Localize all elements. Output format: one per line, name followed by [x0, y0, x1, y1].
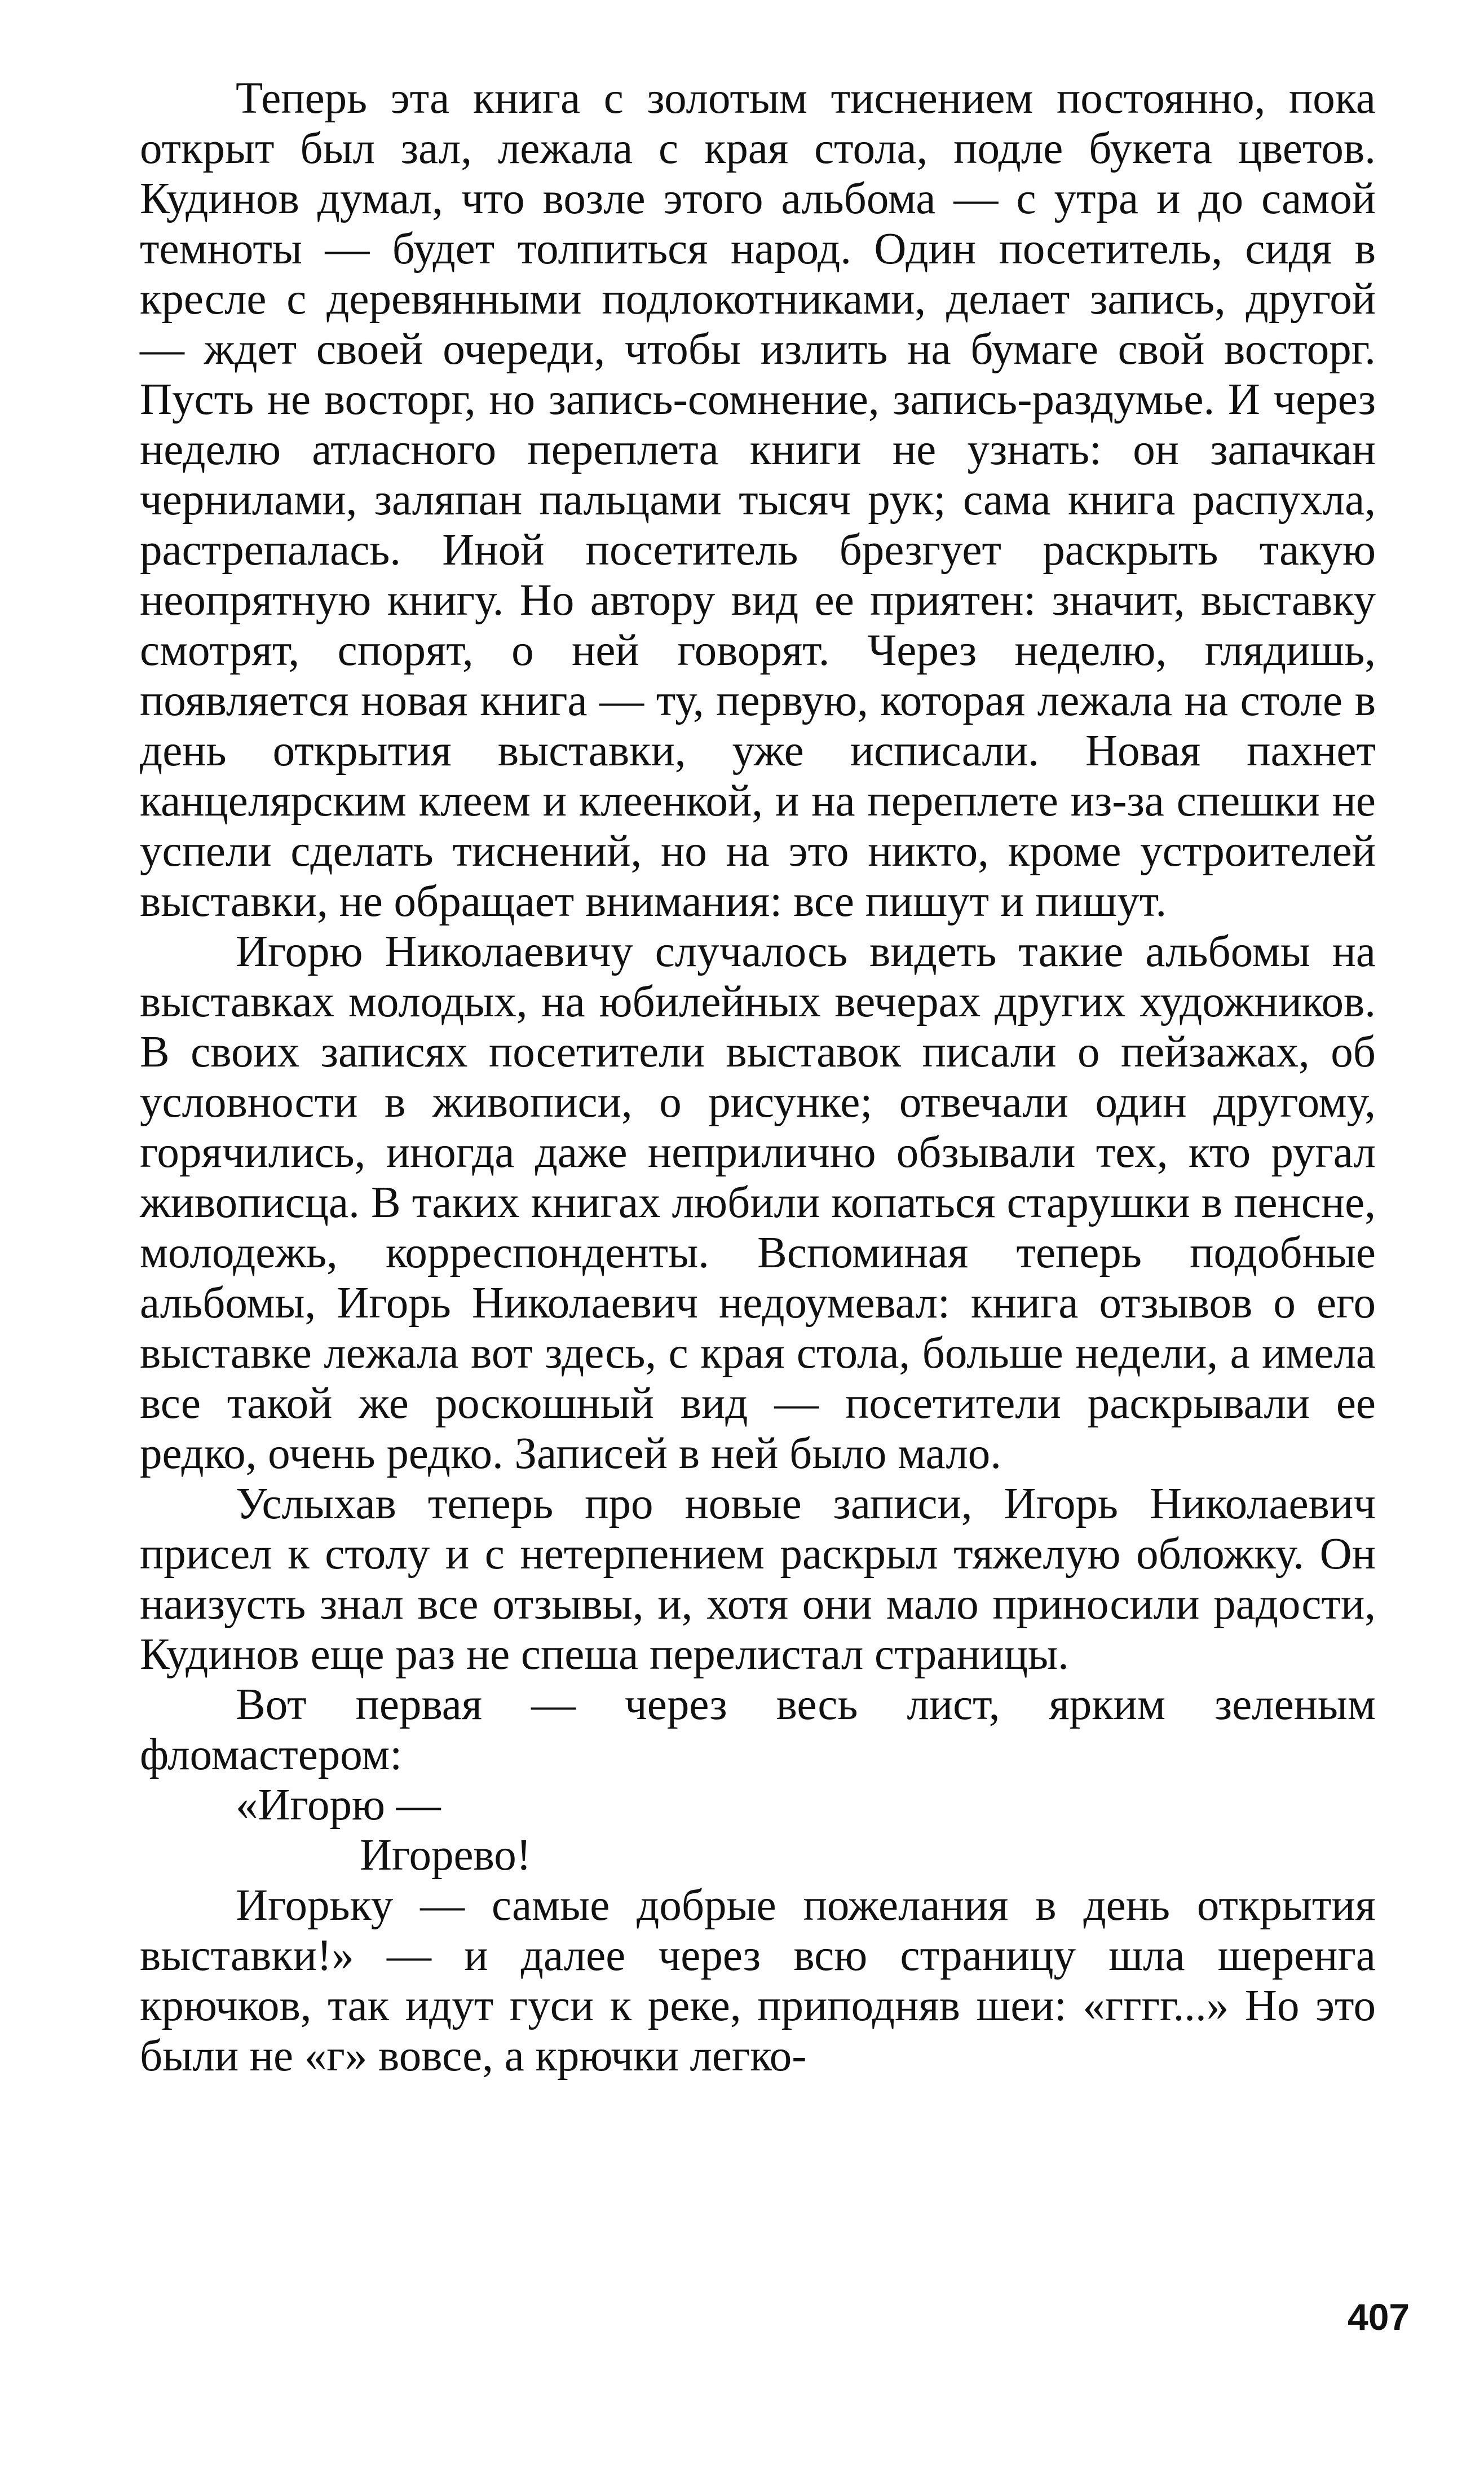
paragraph-4: Вот первая — через весь лист, ярким зеленым фломастером:	[140, 1680, 1376, 1779]
page-number: 407	[1348, 2296, 1410, 2338]
quote-line-2: Игорево!	[360, 1831, 532, 1880]
page-content	[140, 73, 1376, 2081]
paragraph-5: Игорьку — самые добрые пожелания в день открытия выставки!» — и далее через всю страницу шла шеренга крючков, так идут гуси к реке, приподняв шеи: «гггг...» Но это были не «г» вовсе, а крючки легко-	[140, 1881, 1376, 2081]
paragraph-3: Услыхав теперь про новые записи, Игорь Николаевич присел к столу и с нетерпением раскрыл тяжелую обложку. Он наизусть знал все отзывы, и, хотя они мало приносили радости, Кудинов еще раз не спеша перелистал страницы.	[140, 1479, 1376, 1679]
body-text	[140, 73, 1376, 2081]
quote-line-1: «Игорю —	[236, 1781, 441, 1830]
paragraph-1: Теперь эта книга с золотым тиснением постоянно, пока открыт был зал, лежала с края стола, подле букета цветов. Кудинов думал, что возле этого альбома — с утра и до самой темноты — будет толпиться народ. Один посетитель, сидя в кресле с деревянными подлокотниками, делает запись, другой — ждет своей очереди, чтобы излить на бумаге свой восторг. Пусть не восторг, но запись-сомнение, запись-раздумье. И через неделю атласного переплета книги не узнать: он запачкан чернилами, заляпан пальцами тысяч рук; сама книга распухла, растрепалась. Иной посетитель брезгует раскрыть такую неопрятную книгу. Но автору вид ее приятен: значит, выставку смотрят, спорят, о ней говорят. Через неделю, глядишь, появляется новая книга — ту, первую, которая лежала на столе в день открытия выставки, уже исписали. Новая пахнет канцелярским клеем и клеенкой, и на переплете из-за спешки не успели сделать тиснений, но на это никто, кроме устроителей выставки, не обращает внимания: все пишут и пишут.	[140, 74, 1376, 926]
paragraph-2: Игорю Николаевичу случалось видеть такие альбомы на выставках молодых, на юбилейных вечерах других художников. В своих записях посетители выставок писали о пейзажах, об условности в живописи, о рисунке; отвечали один другому, горячились, иногда даже неприлично обзывали тех, кто ругал живописца. В таких книгах любили копаться старушки в пенсне, молодежь, корреспонденты. Вспоминая теперь подобные альбомы, Игорь Николаевич недоумевал: книга отзывов о его выставке лежала вот здесь, с края стола, больше недели, а имела все такой же роскошный вид — посетители раскрывали ее редко, очень редко. Записей в ней было мало.	[140, 927, 1376, 1478]
